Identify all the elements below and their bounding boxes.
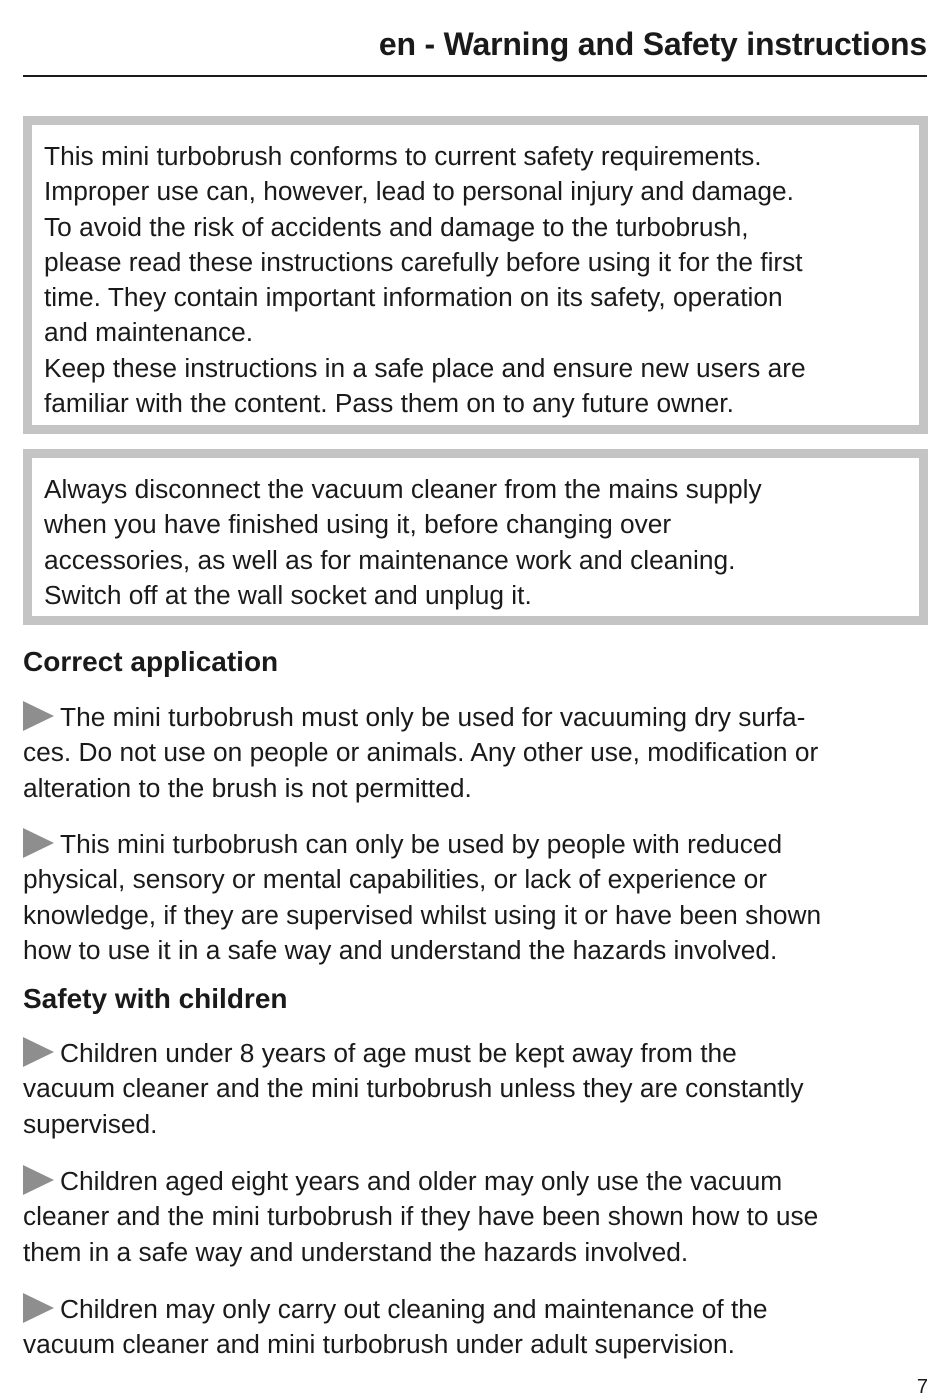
intro-line: Improper use can, however, lead to personal injury and damage. [44,176,794,207]
bullet-line: vacuum cleaner and mini turbobrush under adult supervision. [23,1329,735,1360]
bullet-line: knowledge, if they are supervised whilst using it or have been shown [23,899,822,930]
bullet-line [23,827,933,862]
disconnect-line: Always disconnect the vacuum cleaner from the mains supply [44,474,762,504]
triangle-right-icon [23,1165,54,1195]
intro-line: Keep these instructions in a safe place and ensure new users are [44,352,806,383]
bullet-line: vacuum cleaner and the mini turbobrush unless they are constantly [23,1073,804,1104]
bullet-line: cleaner and the mini turbobrush if they have been shown how to use [23,1201,819,1232]
page-title: en - Warning and Safety instructions [378,26,927,62]
bullet-text: The mini turbobrush must only be used for vacuuming dry surfa- [60,702,806,732]
bullet-text: Children under 8 years of age must be kept away from the [60,1038,737,1068]
intro-line: and maintenance. [44,317,254,348]
intro-line: familiar with the content. Pass them on to any future owner. [44,388,734,419]
disconnect-line: accessories, as well as for maintenance work and cleaning. [44,544,736,575]
bullet-line [23,700,933,735]
section-heading-correct-application: Correct application [23,646,279,677]
bullet-text: Children may only carry out cleaning and maintenance of the [60,1294,768,1324]
bullet-line: alteration to the brush is not permitted. [23,772,472,803]
bullet-line [23,1292,933,1327]
intro-line: time. They contain important information on its safety, operation [44,282,783,313]
bullet-line [23,1036,933,1071]
intro-line: This mini turbobrush conforms to current safety requirements. [44,141,762,171]
bullet-item [23,1164,933,1270]
intro-line: To avoid the risk of accidents and damage to the turbobrush, [44,211,749,242]
disconnect-line: when you have finished using it, before changing over [44,509,672,540]
bullet-line: physical, sensory or mental capabilities, or lack of experience or [23,864,767,895]
page-header [23,0,927,77]
bullet-text: Children aged eight years and older may only use the vacuum [60,1166,783,1196]
bullet-line: how to use it in a safe way and understand the hazards involved. [23,934,778,965]
bullet-item [23,700,933,806]
triangle-right-icon [23,701,54,731]
bullet-line: them in a safe way and understand the hazards involved. [23,1236,689,1267]
triangle-right-icon [23,1037,54,1067]
intro-notice-box [23,116,928,434]
disconnect-notice-box [23,449,928,625]
bullet-item [23,1036,933,1142]
bullet-line: supervised. [23,1108,158,1139]
triangle-right-icon [23,828,54,858]
bullet-item [23,827,933,968]
page-number: 7 [916,1376,928,1398]
bullet-line: ces. Do not use on people or animals. Any other use, modification or [23,737,819,768]
disconnect-line: Switch off at the wall socket and unplug it. [44,579,532,610]
bullet-line [23,1164,933,1199]
triangle-right-icon [23,1293,54,1323]
intro-line: please read these instructions carefully before using it for the first [44,246,803,277]
bullet-item [23,1292,933,1363]
bullet-text: This mini turbobrush can only be used by people with reduced [60,829,783,859]
section-heading-safety-with-children: Safety with children [23,983,288,1014]
